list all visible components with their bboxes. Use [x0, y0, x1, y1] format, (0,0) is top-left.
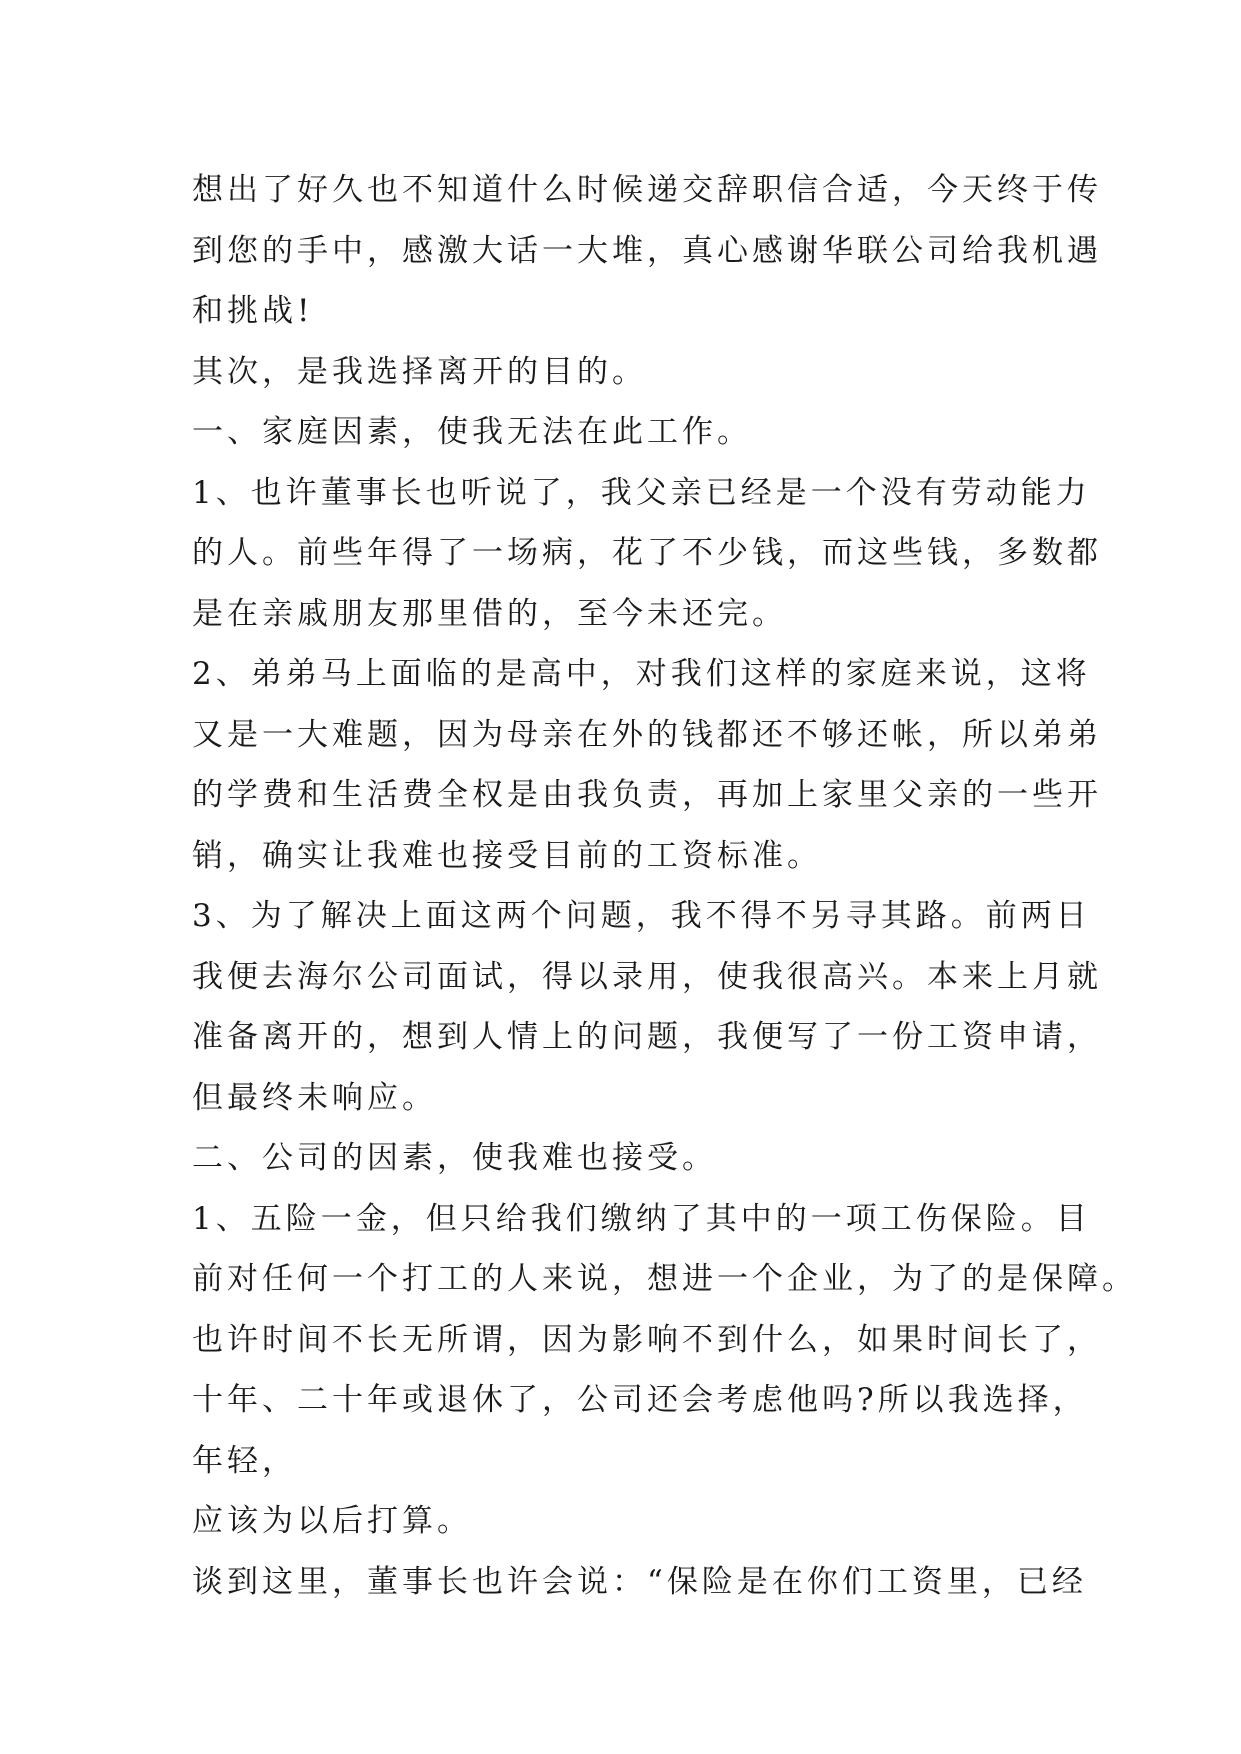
- text-line: 是在亲戚朋友那里借的，至今未还完。: [192, 595, 787, 632]
- text-line: 年轻，: [192, 1442, 297, 1479]
- text-line: 3、为了解决上面这两个问题，我不得不另寻其路。前两日: [192, 898, 1091, 934]
- text-line: 1、五险一金，但只给我们缴纳了其中的一项工伤保险。目: [192, 1200, 1091, 1237]
- text-line: 十年、二十年或退休了，公司还会考虑他吗?所以我选择，: [192, 1382, 1088, 1418]
- text-line: 2、弟弟马上面临的是高中，对我们这样的家庭来说，这将: [192, 656, 1091, 692]
- text-line: 谈到这里，董事长也许会说：“保险是在你们工资里，已经: [192, 1563, 1087, 1600]
- text-line: 到您的手中，感激大话一大堆，真心感谢华联公司给我机遇: [192, 232, 1102, 269]
- text-line: 应该为以后打算。: [192, 1503, 472, 1539]
- document-body: [192, 160, 1137, 1612]
- text-line: 又是一大难题，因为母亲在外的钱都还不够还帐，所以弟弟: [192, 716, 1102, 753]
- text-line: 1、也许董事长也听说了，我父亲已经是一个没有劳动能力: [192, 474, 1091, 511]
- section-heading: 一、家庭因素，使我无法在此工作。: [192, 414, 752, 450]
- text-line: 我便去海尔公司面试，得以录用，使我很高兴。本来上月就: [192, 958, 1102, 995]
- text-line: 的学费和生活费全权是由我负责，再加上家里父亲的一些开: [192, 777, 1102, 813]
- section-heading: 二、公司的因素，使我难也接受。: [192, 1140, 717, 1176]
- text-line: 其次，是我选择离开的目的。: [192, 353, 647, 390]
- text-line: 前对任何一个打工的人来说，想进一个企业，为了的是保障。: [192, 1261, 1137, 1297]
- text-line: 销，确实让我难也接受目前的工资标准。: [192, 837, 822, 874]
- text-line: 但最终未响应。: [192, 1079, 437, 1116]
- text-line: 准备离开的，想到人情上的问题，我便写了一份工资申请，: [192, 1019, 1102, 1055]
- text-line: 和挑战!: [192, 293, 314, 329]
- text-line: 的人。前些年得了一场病，花了不少钱，而这些钱，多数都: [192, 535, 1102, 571]
- text-line: 也许时间不长无所谓，因为影响不到什么，如果时间长了，: [192, 1321, 1102, 1358]
- text-line: 想出了好久也不知道什么时候递交辞职信合适，今天终于传: [192, 172, 1102, 208]
